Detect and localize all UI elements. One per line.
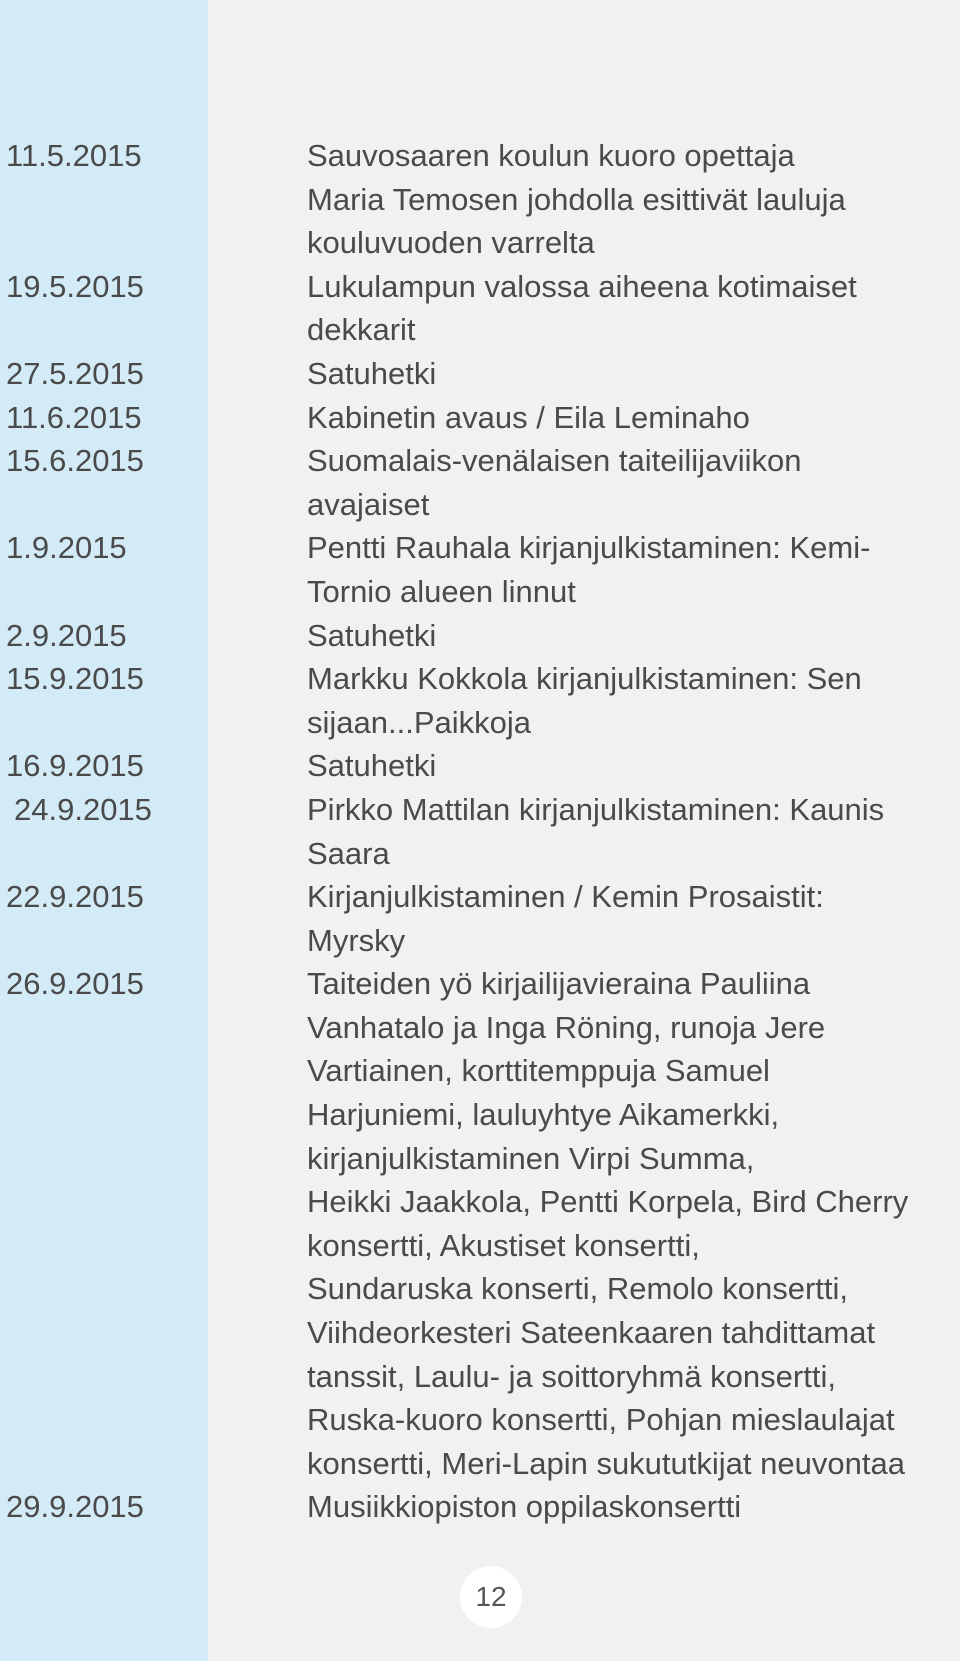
event-row — [0, 134, 960, 265]
event-description-line: Heikki Jaakkola, Pentti Korpela, Bird Cherry — [307, 1184, 909, 1220]
event-row — [0, 744, 960, 788]
event-description — [307, 744, 960, 788]
event-date: 1.9.2015 — [6, 530, 127, 566]
event-description-line: Ruska-kuoro konsertti, Pohjan mieslaulajat — [307, 1402, 895, 1438]
event-description-line: Taiteiden yö kirjailijavieraina Pauliina — [307, 966, 811, 1002]
event-row — [0, 1485, 960, 1529]
event-description — [307, 352, 960, 396]
event-date: 26.9.2015 — [6, 966, 144, 1002]
event-description-line: Suomalais-venälaisen taiteilijaviikon — [307, 443, 802, 479]
event-description-line: Lukulampun valossa aiheena kotimaiset — [307, 268, 857, 304]
event-description-line: konsertti, Meri-Lapin sukututkijat neuvontaa — [307, 1445, 905, 1481]
event-description-line: Kirjanjulkistaminen / Kemin Prosaistit: — [307, 879, 824, 915]
event-description — [307, 439, 960, 526]
event-description-line: kirjanjulkistaminen Virpi Summa, — [307, 1140, 755, 1176]
event-description-line: Musiikkiopiston oppilaskonsertti — [307, 1489, 742, 1525]
event-row — [0, 526, 960, 613]
event-description — [307, 962, 960, 1485]
event-description-line: tanssit, Laulu- ja soittoryhmä konsertti, — [307, 1358, 836, 1394]
event-row — [0, 352, 960, 396]
event-row — [0, 439, 960, 526]
event-date: 27.5.2015 — [6, 355, 144, 391]
event-description-line: Sauvosaaren koulun kuoro opettaja — [307, 138, 795, 173]
event-description-line: Vartiainen, korttitemppuja Samuel — [307, 1053, 770, 1089]
event-description-line: Maria Temosen johdolla esittivät lauluja — [307, 181, 846, 217]
event-description-line: Satuhetki — [307, 748, 437, 784]
event-description-line: Satuhetki — [307, 617, 437, 653]
event-description — [307, 265, 960, 352]
event-description-line: avajaiset — [307, 486, 430, 522]
event-list — [0, 134, 960, 1529]
event-date: 15.6.2015 — [6, 443, 144, 479]
event-description-line: Viihdeorkesteri Sateenkaaren tahdittamat — [307, 1315, 876, 1351]
event-date: 2.9.2015 — [6, 617, 127, 653]
event-date: 11.5.2015 — [6, 138, 142, 173]
event-description-line: Satuhetki — [307, 355, 437, 391]
event-row — [0, 265, 960, 352]
event-description-line: sijaan...Paikkoja — [307, 704, 532, 740]
event-row — [0, 614, 960, 658]
event-row — [0, 657, 960, 744]
event-date: 15.9.2015 — [6, 661, 144, 697]
event-date: 19.5.2015 — [6, 268, 144, 304]
event-description — [307, 526, 960, 613]
event-description-line: konsertti, Akustiset konsertti, — [307, 1227, 700, 1263]
event-row — [0, 788, 960, 875]
event-description — [307, 396, 960, 440]
event-description-line: Myrsky — [307, 922, 406, 958]
event-description — [307, 614, 960, 658]
event-description-line: Kabinetin avaus / Eila Leminaho — [307, 399, 750, 435]
event-description-line: Markku Kokkola kirjanjulkistaminen: Sen — [307, 661, 862, 697]
event-description-line: kouluvuoden varrelta — [307, 225, 595, 261]
event-description-line: Vanhatalo ja Inga Röning, runoja Jere — [307, 1009, 826, 1045]
event-description — [307, 875, 960, 962]
event-description-line: Saara — [307, 835, 390, 871]
event-description-line: Sundaruska konserti, Remolo konsertti, — [307, 1271, 849, 1307]
event-description — [307, 788, 960, 875]
event-description-line: Harjuniemi, lauluyhtye Aikamerkki, — [307, 1097, 780, 1133]
event-description-line: Tornio alueen linnut — [307, 573, 576, 609]
event-date: 11.6.2015 — [6, 399, 142, 435]
event-date: 22.9.2015 — [6, 879, 144, 915]
page-number: 12 — [460, 1566, 522, 1628]
event-description-line: dekkarit — [307, 312, 416, 348]
event-row — [0, 396, 960, 440]
event-date: 24.9.2015 — [14, 791, 152, 827]
event-description — [307, 134, 960, 265]
event-description — [307, 1485, 960, 1529]
event-row — [0, 875, 960, 962]
event-description — [307, 657, 960, 744]
event-date: 29.9.2015 — [6, 1489, 144, 1525]
event-description-line: Pentti Rauhala kirjanjulkistaminen: Kemi- — [307, 530, 871, 566]
event-row — [0, 962, 960, 1485]
event-date: 16.9.2015 — [6, 748, 144, 784]
event-description-line: Pirkko Mattilan kirjanjulkistaminen: Kaunis — [307, 791, 885, 827]
